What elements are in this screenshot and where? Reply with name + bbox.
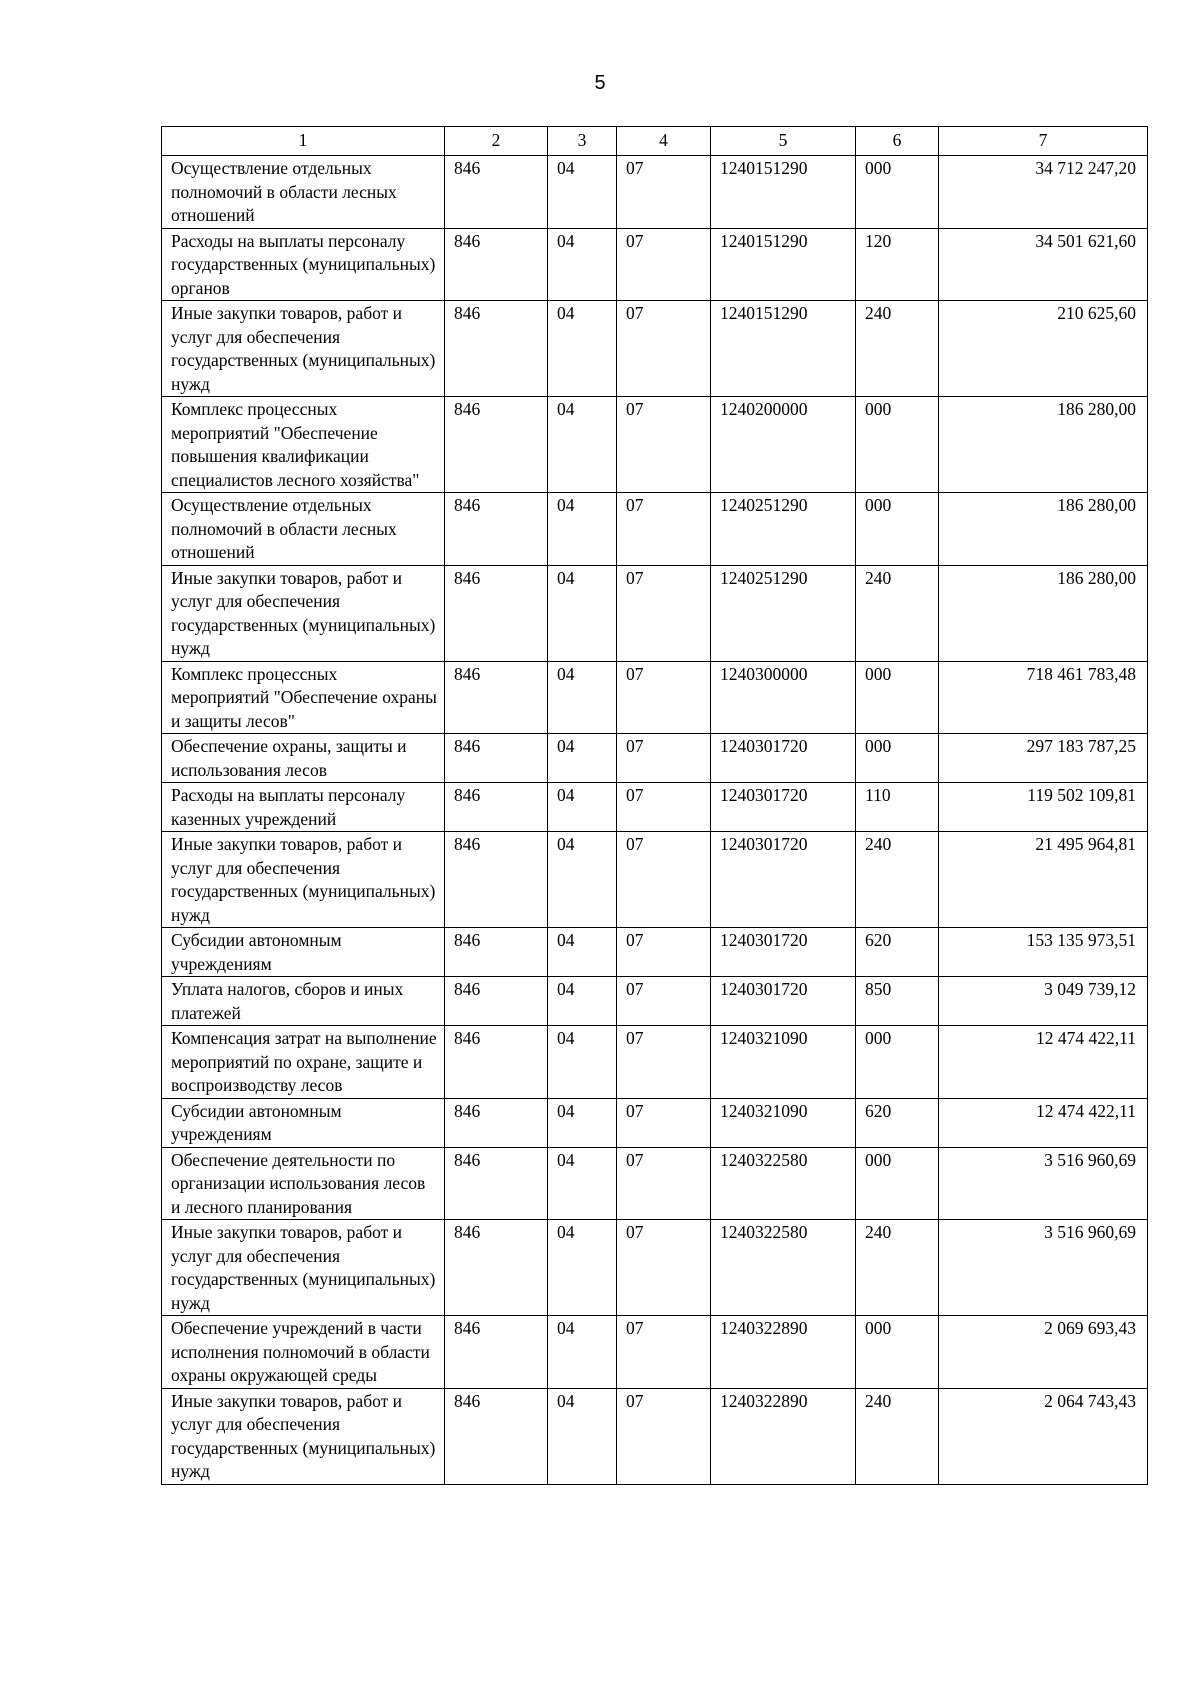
target-article: 1240322890 — [711, 1316, 856, 1389]
target-article: 1240151290 — [711, 301, 856, 397]
admin-code: 846 — [445, 1220, 548, 1316]
subsection-code: 07 — [617, 1388, 711, 1484]
admin-code: 846 — [445, 1026, 548, 1099]
col-header: 7 — [939, 127, 1148, 156]
amount: 34 712 247,20 — [939, 156, 1148, 229]
col-header: 3 — [548, 127, 617, 156]
table-row — [162, 1316, 1148, 1389]
expense-type: 000 — [856, 493, 939, 566]
expense-type: 240 — [856, 832, 939, 928]
subsection-code: 07 — [617, 301, 711, 397]
expense-type: 000 — [856, 1147, 939, 1220]
subsection-code: 07 — [617, 156, 711, 229]
section-code: 04 — [548, 156, 617, 229]
table-row — [162, 832, 1148, 928]
expense-type: 000 — [856, 156, 939, 229]
col-header: 5 — [711, 127, 856, 156]
admin-code: 846 — [445, 397, 548, 493]
target-article: 1240151290 — [711, 156, 856, 229]
section-code: 04 — [548, 493, 617, 566]
table-row — [162, 1220, 1148, 1316]
section-code: 04 — [548, 1098, 617, 1147]
subsection-code: 07 — [617, 228, 711, 301]
admin-code: 846 — [445, 301, 548, 397]
target-article: 1240251290 — [711, 493, 856, 566]
expense-type: 000 — [856, 397, 939, 493]
subsection-code: 07 — [617, 565, 711, 661]
table-row — [162, 1026, 1148, 1099]
target-article: 1240322580 — [711, 1220, 856, 1316]
row-name: Иные закупки товаров, работ и услуг для обеспечения государственных (муниципальных) нужд — [162, 565, 445, 661]
expense-type: 000 — [856, 661, 939, 734]
amount: 34 501 621,60 — [939, 228, 1148, 301]
subsection-code: 07 — [617, 397, 711, 493]
section-code: 04 — [548, 1388, 617, 1484]
table-row — [162, 156, 1148, 229]
target-article: 1240200000 — [711, 397, 856, 493]
admin-code: 846 — [445, 832, 548, 928]
subsection-code: 07 — [617, 661, 711, 734]
admin-code: 846 — [445, 928, 548, 977]
subsection-code: 07 — [617, 977, 711, 1026]
table-row — [162, 661, 1148, 734]
amount: 210 625,60 — [939, 301, 1148, 397]
row-name: Обеспечение охраны, защиты и использования лесов — [162, 734, 445, 783]
target-article: 1240321090 — [711, 1026, 856, 1099]
expense-type: 000 — [856, 1316, 939, 1389]
admin-code: 846 — [445, 1098, 548, 1147]
row-name: Осуществление отдельных полномочий в области лесных отношений — [162, 493, 445, 566]
section-code: 04 — [548, 1316, 617, 1389]
amount: 297 183 787,25 — [939, 734, 1148, 783]
target-article: 1240322580 — [711, 1147, 856, 1220]
table-row — [162, 1388, 1148, 1484]
table-row — [162, 977, 1148, 1026]
admin-code: 846 — [445, 493, 548, 566]
section-code: 04 — [548, 832, 617, 928]
section-code: 04 — [548, 1220, 617, 1316]
expense-type: 620 — [856, 1098, 939, 1147]
subsection-code: 07 — [617, 832, 711, 928]
admin-code: 846 — [445, 1147, 548, 1220]
section-code: 04 — [548, 977, 617, 1026]
table-row — [162, 228, 1148, 301]
row-name: Субсидии автономным учреждениям — [162, 928, 445, 977]
amount: 2 064 743,43 — [939, 1388, 1148, 1484]
amount: 718 461 783,48 — [939, 661, 1148, 734]
table-row — [162, 301, 1148, 397]
section-code: 04 — [548, 783, 617, 832]
amount: 119 502 109,81 — [939, 783, 1148, 832]
admin-code: 846 — [445, 734, 548, 783]
amount: 21 495 964,81 — [939, 832, 1148, 928]
amount: 2 069 693,43 — [939, 1316, 1148, 1389]
row-name: Комплекс процессных мероприятий "Обеспечение повышения квалификации специалистов лесного хозяйства" — [162, 397, 445, 493]
expense-type: 000 — [856, 734, 939, 783]
row-name: Иные закупки товаров, работ и услуг для обеспечения государственных (муниципальных) нужд — [162, 1388, 445, 1484]
admin-code: 846 — [445, 156, 548, 229]
row-name: Иные закупки товаров, работ и услуг для обеспечения государственных (муниципальных) нужд — [162, 832, 445, 928]
section-code: 04 — [548, 228, 617, 301]
target-article: 1240322890 — [711, 1388, 856, 1484]
section-code: 04 — [548, 397, 617, 493]
section-code: 04 — [548, 1026, 617, 1099]
amount: 3 049 739,12 — [939, 977, 1148, 1026]
subsection-code: 07 — [617, 1098, 711, 1147]
expense-type: 120 — [856, 228, 939, 301]
section-code: 04 — [548, 928, 617, 977]
expense-type: 240 — [856, 1220, 939, 1316]
subsection-code: 07 — [617, 1147, 711, 1220]
table-row — [162, 493, 1148, 566]
row-name: Расходы на выплаты персоналу государственных (муниципальных) органов — [162, 228, 445, 301]
table-row — [162, 734, 1148, 783]
section-code: 04 — [548, 1147, 617, 1220]
subsection-code: 07 — [617, 1316, 711, 1389]
amount: 3 516 960,69 — [939, 1147, 1148, 1220]
target-article: 1240301720 — [711, 783, 856, 832]
row-name: Иные закупки товаров, работ и услуг для обеспечения государственных (муниципальных) нужд — [162, 1220, 445, 1316]
admin-code: 846 — [445, 661, 548, 734]
expense-type: 850 — [856, 977, 939, 1026]
amount: 3 516 960,69 — [939, 1220, 1148, 1316]
row-name: Субсидии автономным учреждениям — [162, 1098, 445, 1147]
expense-type: 620 — [856, 928, 939, 977]
expense-type: 110 — [856, 783, 939, 832]
target-article: 1240151290 — [711, 228, 856, 301]
expense-type: 240 — [856, 301, 939, 397]
target-article: 1240301720 — [711, 832, 856, 928]
admin-code: 846 — [445, 228, 548, 301]
row-name: Расходы на выплаты персоналу казенных учреждений — [162, 783, 445, 832]
target-article: 1240321090 — [711, 1098, 856, 1147]
budget-table — [161, 126, 1148, 1485]
row-name: Обеспечение деятельности по организации использования лесов и лесного планирования — [162, 1147, 445, 1220]
row-name: Осуществление отдельных полномочий в области лесных отношений — [162, 156, 445, 229]
row-name: Компенсация затрат на выполнение мероприятий по охране, защите и воспроизводству лесов — [162, 1026, 445, 1099]
table-row — [162, 1147, 1148, 1220]
target-article: 1240251290 — [711, 565, 856, 661]
subsection-code: 07 — [617, 1220, 711, 1316]
target-article: 1240300000 — [711, 661, 856, 734]
section-code: 04 — [548, 661, 617, 734]
expense-type: 240 — [856, 565, 939, 661]
amount: 12 474 422,11 — [939, 1026, 1148, 1099]
section-code: 04 — [548, 301, 617, 397]
table-row — [162, 1098, 1148, 1147]
page-number: 5 — [594, 72, 606, 94]
col-header: 2 — [445, 127, 548, 156]
col-header: 1 — [162, 127, 445, 156]
subsection-code: 07 — [617, 783, 711, 832]
target-article: 1240301720 — [711, 734, 856, 783]
admin-code: 846 — [445, 783, 548, 832]
target-article: 1240301720 — [711, 928, 856, 977]
header-row — [162, 127, 1148, 156]
expense-type: 240 — [856, 1388, 939, 1484]
amount: 12 474 422,11 — [939, 1098, 1148, 1147]
amount: 186 280,00 — [939, 565, 1148, 661]
section-code: 04 — [548, 734, 617, 783]
admin-code: 846 — [445, 565, 548, 661]
col-header: 4 — [617, 127, 711, 156]
col-header: 6 — [856, 127, 939, 156]
amount: 153 135 973,51 — [939, 928, 1148, 977]
table-row — [162, 397, 1148, 493]
target-article: 1240301720 — [711, 977, 856, 1026]
amount: 186 280,00 — [939, 493, 1148, 566]
subsection-code: 07 — [617, 1026, 711, 1099]
section-code: 04 — [548, 565, 617, 661]
subsection-code: 07 — [617, 928, 711, 977]
row-name: Уплата налогов, сборов и иных платежей — [162, 977, 445, 1026]
admin-code: 846 — [445, 977, 548, 1026]
row-name: Обеспечение учреждений в части исполнения полномочий в области охраны окружающей среды — [162, 1316, 445, 1389]
expense-type: 000 — [856, 1026, 939, 1099]
table-row — [162, 928, 1148, 977]
row-name: Комплекс процессных мероприятий "Обеспечение охраны и защиты лесов" — [162, 661, 445, 734]
admin-code: 846 — [445, 1316, 548, 1389]
subsection-code: 07 — [617, 734, 711, 783]
subsection-code: 07 — [617, 493, 711, 566]
table-row — [162, 783, 1148, 832]
amount: 186 280,00 — [939, 397, 1148, 493]
table-row — [162, 565, 1148, 661]
admin-code: 846 — [445, 1388, 548, 1484]
row-name: Иные закупки товаров, работ и услуг для обеспечения государственных (муниципальных) нужд — [162, 301, 445, 397]
